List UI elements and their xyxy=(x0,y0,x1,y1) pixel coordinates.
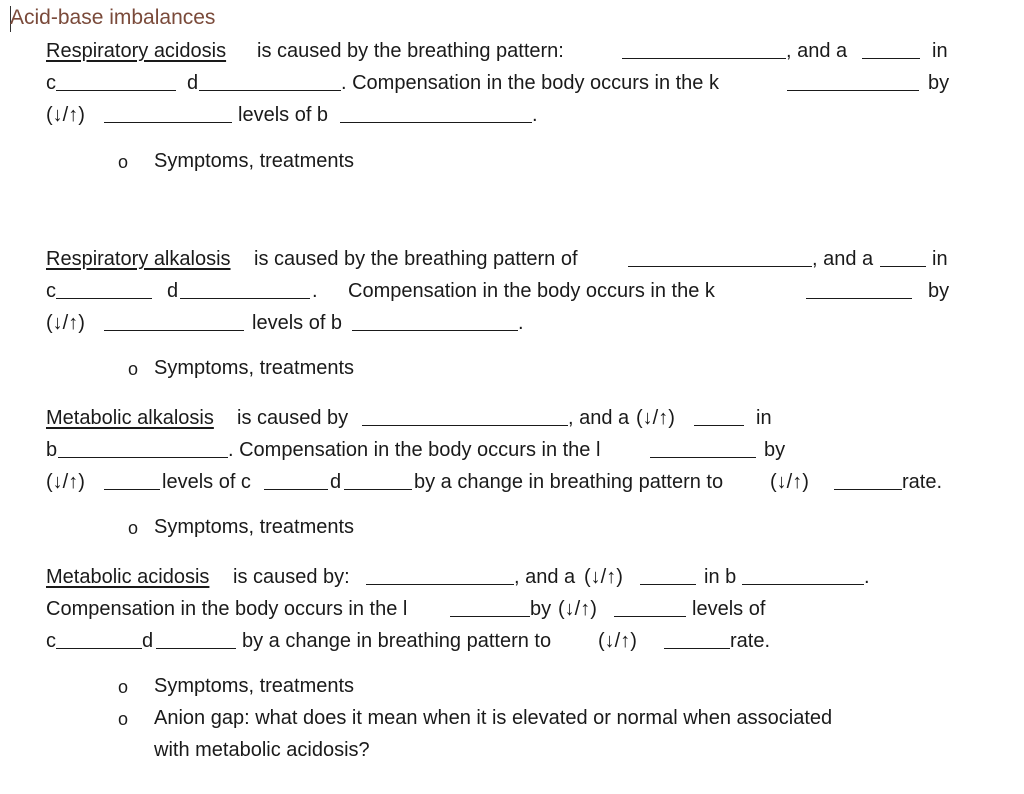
bullet-item-continuation: with metabolic acidosis? xyxy=(154,739,370,761)
blank[interactable] xyxy=(56,90,176,91)
blank[interactable] xyxy=(614,616,686,617)
blank[interactable] xyxy=(58,457,228,458)
bullet-marker: o xyxy=(128,359,139,379)
blank[interactable] xyxy=(199,90,341,91)
blank[interactable] xyxy=(156,648,236,649)
bullet-marker: o xyxy=(128,518,139,538)
section-1-line-1: Respiratory acidosis is caused by the breathing pattern: , and a in xyxy=(46,40,948,62)
section-2-line-2: c d . Compensation in the body occurs in the k by xyxy=(46,280,950,302)
blank[interactable] xyxy=(806,298,912,299)
blank[interactable] xyxy=(622,58,786,59)
bullet-marker: o xyxy=(118,709,129,729)
arrow-choice: (↓/↑) xyxy=(46,312,85,334)
arrow-choice: (↓/↑) xyxy=(770,471,809,493)
arrow-choice: (↓/↑) xyxy=(598,630,637,652)
bullet-marker: o xyxy=(118,677,129,697)
blank[interactable] xyxy=(104,330,244,331)
section-3-line-1: Metabolic alkalosis is caused by , and a (↓/↑) in xyxy=(46,407,772,429)
blank[interactable] xyxy=(628,266,812,267)
blank[interactable] xyxy=(104,489,160,490)
bullet-item: Symptoms, treatments xyxy=(154,516,355,538)
blank[interactable] xyxy=(362,425,568,426)
section-heading: Metabolic acidosis xyxy=(46,566,210,588)
section-heading: Respiratory acidosis xyxy=(46,40,227,62)
section-3-line-3: (↓/↑) levels of c d by a change in breathing pattern to (↓/↑) rate. xyxy=(46,471,943,493)
bullet-item: Symptoms, treatments xyxy=(154,357,355,379)
blank[interactable] xyxy=(180,298,310,299)
blank[interactable] xyxy=(664,648,730,649)
section-heading: Metabolic alkalosis xyxy=(46,407,214,429)
section-4-line-3: c d by a change in breathing pattern to (↓/↑) rate. xyxy=(46,630,771,652)
arrow-choice: (↓/↑) xyxy=(636,407,675,429)
blank[interactable] xyxy=(340,122,532,123)
blank[interactable] xyxy=(640,584,696,585)
blank[interactable] xyxy=(742,584,864,585)
blank[interactable] xyxy=(694,425,744,426)
blank[interactable] xyxy=(264,489,328,490)
blank[interactable] xyxy=(104,122,232,123)
bullet-item: Symptoms, treatments xyxy=(154,150,355,172)
blank[interactable] xyxy=(352,330,518,331)
blank[interactable] xyxy=(650,457,756,458)
blank[interactable] xyxy=(344,489,412,490)
arrow-choice: (↓/↑) xyxy=(584,566,623,588)
bullet-marker: o xyxy=(118,152,129,172)
section-1-line-3: (↓/↑) levels of b . xyxy=(46,104,538,126)
section-heading: Respiratory alkalosis xyxy=(46,248,231,270)
blank[interactable] xyxy=(450,616,530,617)
blank[interactable] xyxy=(56,648,142,649)
section-3-line-2: b . Compensation in the body occurs in the l by xyxy=(46,439,786,461)
bullet-item: Anion gap: what does it mean when it is elevated or normal when associated xyxy=(154,707,833,729)
section-4-line-2: Compensation in the body occurs in the l by (↓/↑) levels of xyxy=(46,598,766,620)
section-2-line-1: Respiratory alkalosis is caused by the breathing pattern of , and a in xyxy=(46,248,948,270)
blank[interactable] xyxy=(862,58,920,59)
blank[interactable] xyxy=(56,298,152,299)
blank[interactable] xyxy=(880,266,926,267)
blank[interactable] xyxy=(787,90,919,91)
arrow-choice: (↓/↑) xyxy=(46,471,85,493)
page-title: Acid-base imbalances xyxy=(10,6,216,29)
arrow-choice: (↓/↑) xyxy=(558,598,597,620)
blank[interactable] xyxy=(366,584,514,585)
section-1-line-2: c d . Compensation in the body occurs in the k by xyxy=(46,72,950,94)
blank[interactable] xyxy=(834,489,902,490)
section-4-line-1: Metabolic acidosis is caused by: , and a (↓/↑) in b . xyxy=(46,566,870,588)
bullet-item: Symptoms, treatments xyxy=(154,675,355,697)
arrow-choice: (↓/↑) xyxy=(46,104,85,126)
section-2-line-3: (↓/↑) levels of b . xyxy=(46,312,524,334)
